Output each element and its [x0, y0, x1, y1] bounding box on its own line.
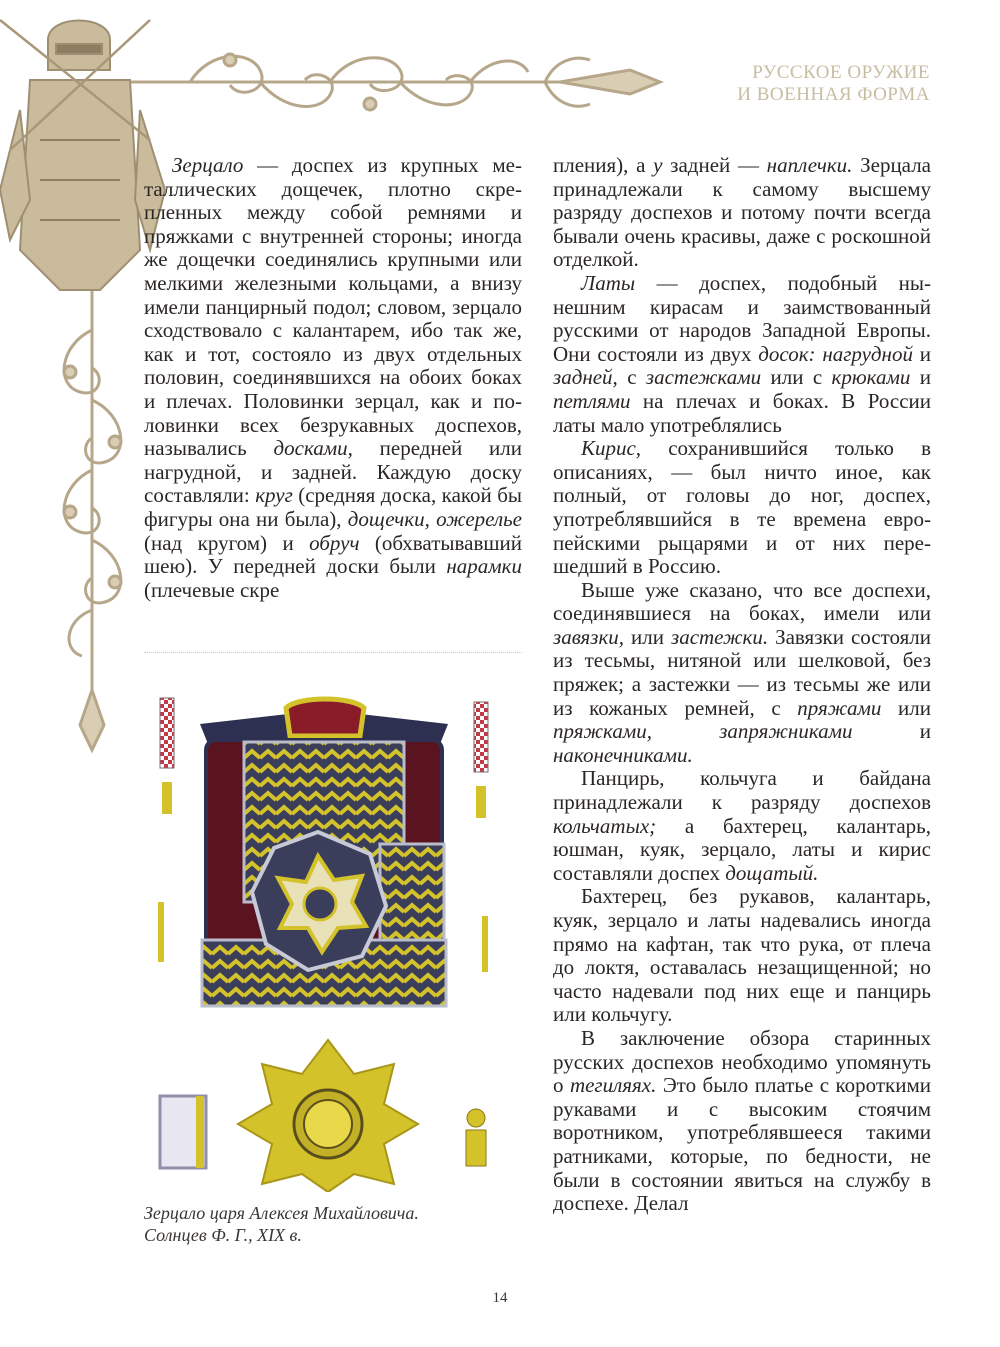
text-run: Панцирь, кольчуга и байдана принадлежали к разряду доспехов	[553, 766, 931, 815]
text-run: на плечах и боках. В России латы мало употреблялись	[553, 388, 931, 437]
text-run: (над кругом) и	[144, 530, 310, 555]
paragraph	[553, 885, 931, 1027]
italic-term: застежками	[645, 365, 762, 390]
text-run: с	[617, 365, 646, 390]
caption-line2: Солнцев Ф. Г., XIX в.	[144, 1225, 302, 1245]
text-run: и	[910, 365, 931, 390]
paragraph	[553, 154, 931, 272]
text-run: а бахтерец, калантарь, юшман, куяк, зерцало, латы и кирис составляли доспех	[553, 813, 931, 885]
italic-term: завязки,	[553, 624, 625, 649]
italic-term: круг	[255, 483, 293, 508]
left-text-column	[144, 154, 522, 602]
text-run: или	[624, 624, 671, 649]
italic-term: наплечки.	[766, 153, 853, 177]
text-run: Зерцала принадлежали к самому высшему разряду доспехов и потому почти всегда бывали очень красивы, даже с роскошной отделкой.	[553, 153, 931, 272]
running-header	[710, 62, 930, 106]
italic-term: пряжами	[797, 695, 882, 720]
caption-line1: Зерцало царя Алексея Михайловича.	[144, 1203, 419, 1223]
italic-term: крюками	[831, 365, 911, 390]
italic-term: петлями	[553, 388, 631, 413]
italic-term: Кирис,	[581, 436, 642, 461]
italic-term: досками,	[273, 436, 353, 461]
paragraph	[553, 437, 931, 579]
text-run: — доспех, подобный нынешним кирасам и заимствованный русскими от народов Западной Европы. Они состояли из двух	[553, 270, 931, 366]
text-run: Выше уже сказано, что все доспехи, соединявшиеся на боках, имели или	[553, 577, 931, 626]
zertsalo-armor-illustration	[148, 692, 508, 1192]
italic-term: у	[653, 153, 663, 177]
paragraph	[553, 272, 931, 437]
text-run: Это было платье с короткими рукавами и с высоким стоячим воротником, употреблявшееся такими ратниками, которые, по бедности, не были в состоянии явиться на службу в доспехе. Делал	[553, 1073, 931, 1216]
paragraph	[553, 767, 931, 885]
header-title-line1: РУССКОЕ ОРУЖИЕ	[752, 62, 930, 83]
header-title-line2: И ВОЕННАЯ ФОРМА	[737, 84, 930, 105]
text-run: В заключение обзора старинных русских доспехов необходимо упомянуть о	[553, 1025, 931, 1098]
strap-left	[160, 698, 174, 814]
text-run: (обхватывавший шею). У передней доски были	[144, 530, 523, 579]
italic-term: дощечки, ожерелье	[347, 506, 522, 531]
italic-term: досок: нагрудной	[758, 341, 913, 366]
italic-term: кольчатых;	[553, 813, 657, 838]
italic-term: пряжками, запряжниками	[553, 719, 853, 744]
star-plate	[238, 1040, 418, 1192]
paragraph	[144, 154, 522, 602]
text-run: пления), а	[553, 153, 654, 177]
italic-term: нарамки	[446, 554, 522, 579]
paragraph	[553, 1027, 931, 1216]
text-run: — доспех из крупных металлических дощечек, плотно скрепленных между собой ремнями и пряжками с внутренней стороны; иногда же дощечки соединялись крупными или мелкими железными кольцами, а внизу имели панцирный подол; словом, зерцало сходствовало с калантарем, ибо так же, как и тот, состояло из двух отдельных половин, соединявшихся на обоих боках и плечах. Половинки зерцал, как и половинки всех безрукавных доспехов, назывались	[144, 153, 522, 461]
text-run: (средняя доска, какой бы фигуры она ни была),	[144, 483, 522, 531]
text-run: задней —	[662, 153, 767, 177]
text-run: (плечевые скре	[144, 577, 280, 602]
text-run: или с	[761, 365, 832, 390]
right-text-column	[553, 154, 931, 1216]
italic-term: застежки.	[671, 624, 769, 649]
italic-term: Зерцало	[172, 153, 244, 177]
text-run: и	[912, 341, 931, 366]
strap-right	[474, 702, 488, 818]
text-run: и	[852, 719, 931, 744]
text-run: Завязки состояли из тесьмы, нитяной или шелковой, без пряжек; а застежки — из тесьмы же или из кожаных ремней, с	[553, 624, 931, 720]
italic-term: задней,	[553, 365, 618, 390]
italic-term: обруч	[309, 530, 360, 555]
text-run: или	[881, 695, 931, 720]
divider	[144, 652, 522, 653]
text-run: Бахтерец, без рукавов, калантарь, куяк, зерцало и латы надевались иногда прямо на кафтан, так что рука, от плеча до локтя, оставалась незащищенной; но часто надевали под них еще и панцирь или кольчугу.	[553, 884, 931, 1027]
figure-caption	[144, 1202, 484, 1246]
text-run: передней или нагрудной, и задней. Каждую доску составляли:	[144, 436, 522, 508]
page-number: 14	[492, 1290, 508, 1306]
text-run: сохранившийся только в описаниях, — был ничто иное, как полный, от головы до ног, доспех, употреблявшийся в те времена европейскими рыцарями и от них перешедший в Россию.	[553, 436, 931, 579]
paragraph	[553, 579, 931, 768]
italic-term: наконечниками.	[553, 742, 693, 767]
italic-term: дощатый.	[725, 860, 819, 885]
italic-term: Латы	[581, 270, 636, 295]
italic-term: тегиляях.	[569, 1073, 657, 1098]
